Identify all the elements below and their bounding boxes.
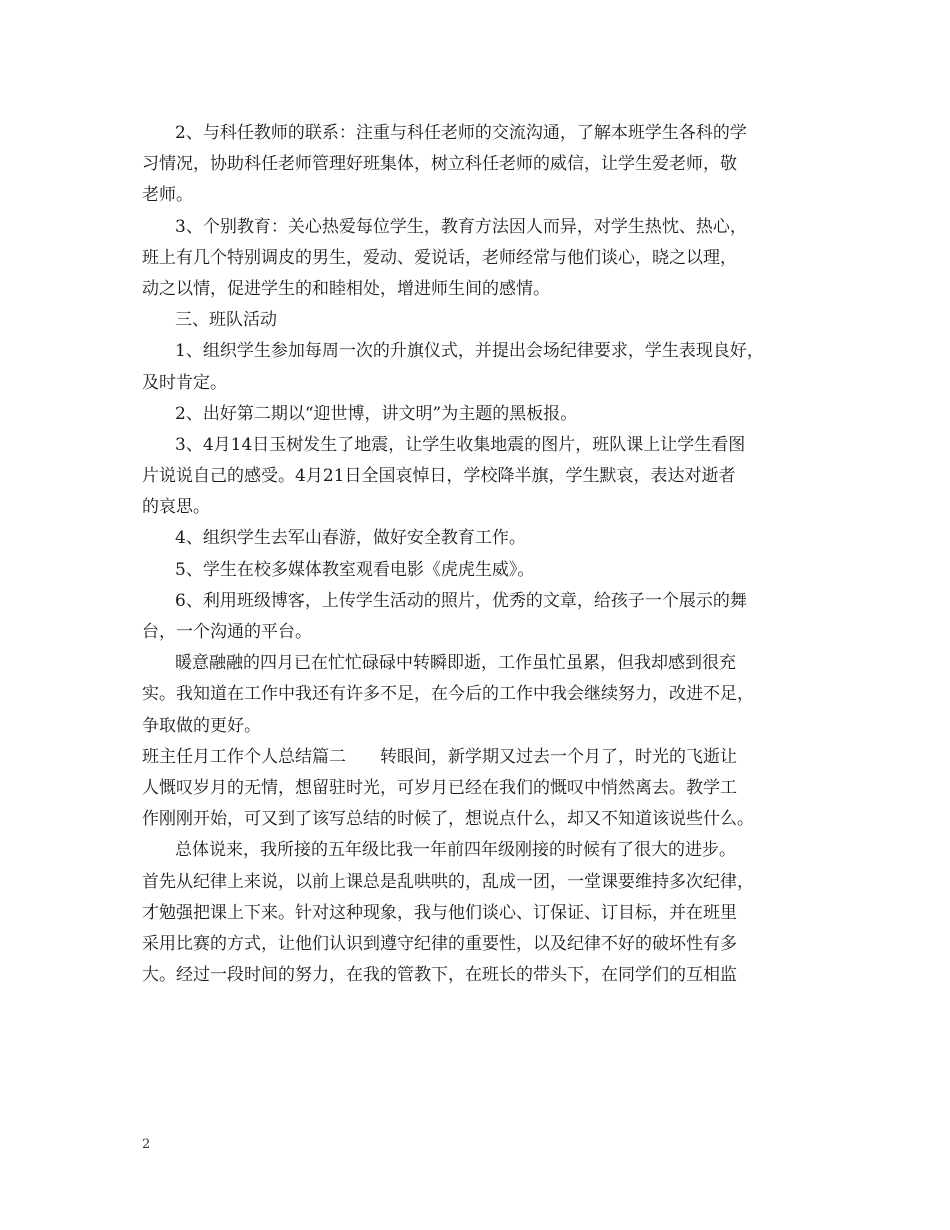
text-line: 3、个别教育：关心热爱每位学生，教育方法因人而异，对学生热忱、热心， <box>175 216 747 237</box>
text-line: 班上有几个特别调皮的男生，爱动、爱说话，老师经常与他们谈心，晓之以理， <box>142 247 737 268</box>
text-line: 3、4月14日玉树发生了地震，让学生收集地震的图片，班队课上让学生看图 <box>175 434 746 455</box>
text-line: 6、利用班级博客，上传学生活动的照片，优秀的文章，给孩子一个展示的舞 <box>175 590 747 611</box>
text-line: 2、与科任教师的联系：注重与科任老师的交流沟通，了解本班学生各科的学 <box>175 123 747 143</box>
text-line: 首先从纪律上来说，以前上课总是乱哄哄的，乱成一团，一堂课要维持多次纪律， <box>142 871 754 892</box>
text-line: 班主任月工作个人总结篇二 转眼间，新学期又过去一个月了，时光的飞逝让 <box>142 746 737 767</box>
text-line: 人慨叹岁月的无情，想留驻时光，可岁月已经在我们的慨叹中悄然离去。教学工 <box>142 777 737 798</box>
text-line: 争取做的更好。 <box>142 715 261 736</box>
text-line: 采用比赛的方式，让他们认识到遵守纪律的重要性，以及纪律不好的破坏性有多 <box>142 933 737 954</box>
text-line: 2、出好第二期以“迎世博，讲文明”为主题的黑板报。 <box>175 403 578 424</box>
text-line: 1、组织学生参加每周一次的升旗仪式，并提出会场纪律要求，学生表现良好， <box>175 341 764 362</box>
text-line: 片说说自己的感受。4月21日全国哀悼日，学校降半旗，学生默哀，表达对逝者 <box>142 466 736 487</box>
page-number: 2 <box>142 1137 151 1152</box>
text-line: 暖意融融的四月已在忙忙碌碌中转瞬即逝，工作虽忙虽累，但我却感到很充 <box>175 653 736 674</box>
document-body <box>142 118 810 991</box>
text-line: 三、班队活动 <box>175 310 277 331</box>
text-line: 大。经过一段时间的努力，在我的管教下，在班长的带头下，在同学们的互相监 <box>142 965 737 986</box>
text-line: 老师。 <box>142 185 193 206</box>
text-line: 总体说来，我所接的五年级比我一年前四年级刚接的时候有了很大的进步。 <box>175 840 736 861</box>
text-line: 作刚刚开始，可又到了该写总结的时候了，想说点什么，却又不知道该说些什么。 <box>142 809 754 830</box>
text-line: 实。我知道在工作中我还有许多不足，在今后的工作中我会继续努力，改进不足， <box>142 684 754 705</box>
text-line: 的哀思。 <box>142 497 210 518</box>
text-line: 台，一个沟通的平台。 <box>142 622 312 642</box>
text-line: 4、组织学生去军山春游，做好安全教育工作。 <box>175 528 526 549</box>
text-line: 动之以情，促进学生的和睦相处，增进师生间的感情。 <box>142 278 550 299</box>
text-line: 及时肯定。 <box>142 372 227 393</box>
text-line: 5、学生在校多媒体教室观看电影《虎虎生威》。 <box>175 559 535 580</box>
text-line: 习情况，协助科任老师管理好班集体，树立科任老师的威信，让学生爱老师，敬 <box>142 154 737 175</box>
text-line: 才勉强把课上下来。针对这种现象，我与他们谈心、订保证、订目标，并在班里 <box>142 902 737 923</box>
